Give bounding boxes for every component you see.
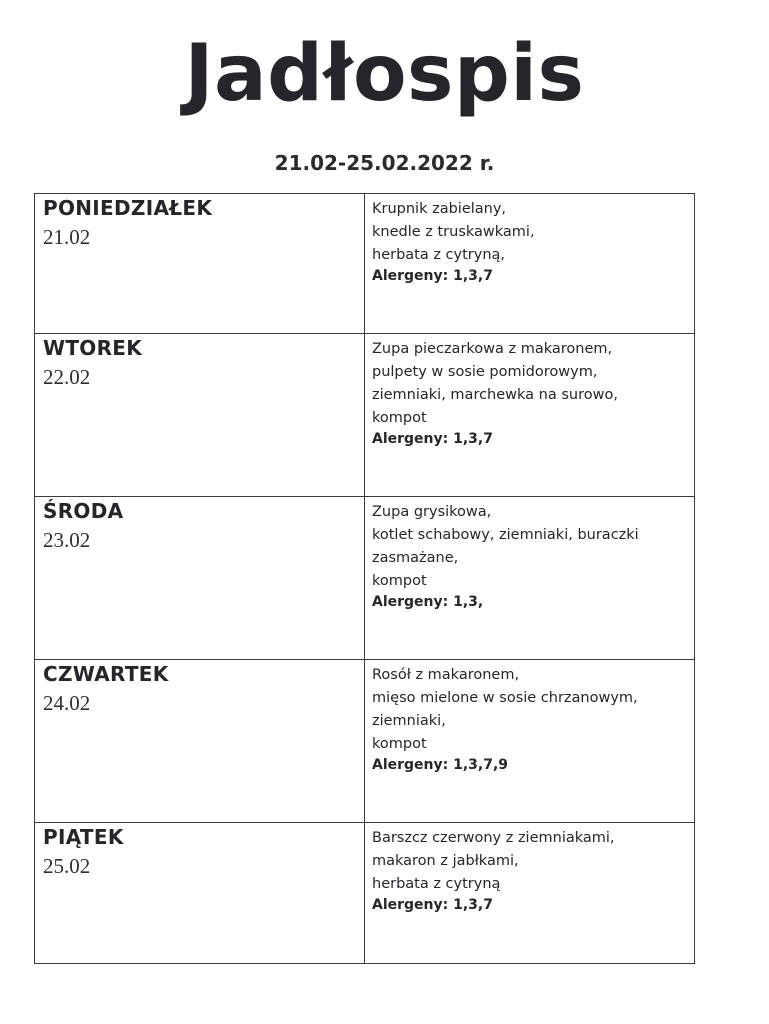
meal-item: Zupa grysikowa, — [372, 504, 492, 520]
meal-item: kompot — [372, 736, 427, 752]
meal-item: herbata z cytryną, — [372, 247, 506, 263]
day-date: 24.02 — [43, 691, 91, 715]
table-row — [35, 194, 695, 334]
meal-cell — [365, 497, 695, 660]
day-cell — [35, 334, 365, 497]
meal-item: zasmażane, — [372, 550, 459, 566]
meal-item: Rosół z makaronem, — [372, 667, 520, 683]
meal-cell — [365, 334, 695, 497]
table-row — [35, 334, 695, 497]
day-cell — [35, 497, 365, 660]
meal-item: mięso mielone w sosie chrzanowym, — [372, 690, 638, 706]
day-cell — [35, 660, 365, 823]
day-cell — [35, 823, 365, 964]
day-date: 22.02 — [43, 365, 91, 389]
allergens-label: Alergeny: 1,3, — [372, 594, 484, 610]
meal-item: Zupa pieczarkowa z makaronem, — [372, 341, 613, 357]
meal-item: ziemniaki, marchewka na surowo, — [372, 387, 618, 403]
allergens-label: Alergeny: 1,3,7 — [372, 268, 493, 284]
meal-item: herbata z cytryną — [372, 876, 501, 892]
allergens-label: Alergeny: 1,3,7 — [372, 431, 493, 447]
table-row — [35, 660, 695, 823]
meal-item: Barszcz czerwony z ziemniakami, — [372, 830, 615, 846]
day-cell — [35, 194, 365, 334]
page-title: Jadłospis — [184, 29, 585, 119]
meal-item: makaron z jabłkami, — [372, 853, 519, 869]
allergens-label: Alergeny: 1,3,7,9 — [372, 757, 509, 773]
date-range: 21.02-25.02.2022 r. — [274, 151, 495, 175]
meal-item: kompot — [372, 573, 427, 589]
meal-item: ziemniaki, — [372, 713, 446, 729]
day-name: PONIEDZIAŁEK — [43, 196, 213, 220]
meal-item: kotlet schabowy, ziemniaki, buraczki — [372, 527, 639, 543]
day-date: 25.02 — [43, 854, 91, 878]
day-name: PIĄTEK — [43, 825, 124, 849]
meal-cell — [365, 823, 695, 964]
table-row — [35, 497, 695, 660]
day-date: 23.02 — [43, 528, 91, 552]
day-name: WTOREK — [43, 336, 143, 360]
day-name: CZWARTEK — [43, 662, 169, 686]
meal-item: knedle z truskawkami, — [372, 224, 535, 240]
day-date: 21.02 — [43, 225, 91, 249]
allergens-label: Alergeny: 1,3,7 — [372, 897, 493, 913]
menu-table — [34, 193, 695, 964]
table-row — [35, 823, 695, 964]
meal-item: pulpety w sosie pomidorowym, — [372, 364, 598, 380]
meal-cell — [365, 660, 695, 823]
day-name: ŚRODA — [43, 499, 124, 523]
meal-item: kompot — [372, 410, 427, 426]
meal-cell — [365, 194, 695, 334]
meal-item: Krupnik zabielany, — [372, 201, 507, 217]
